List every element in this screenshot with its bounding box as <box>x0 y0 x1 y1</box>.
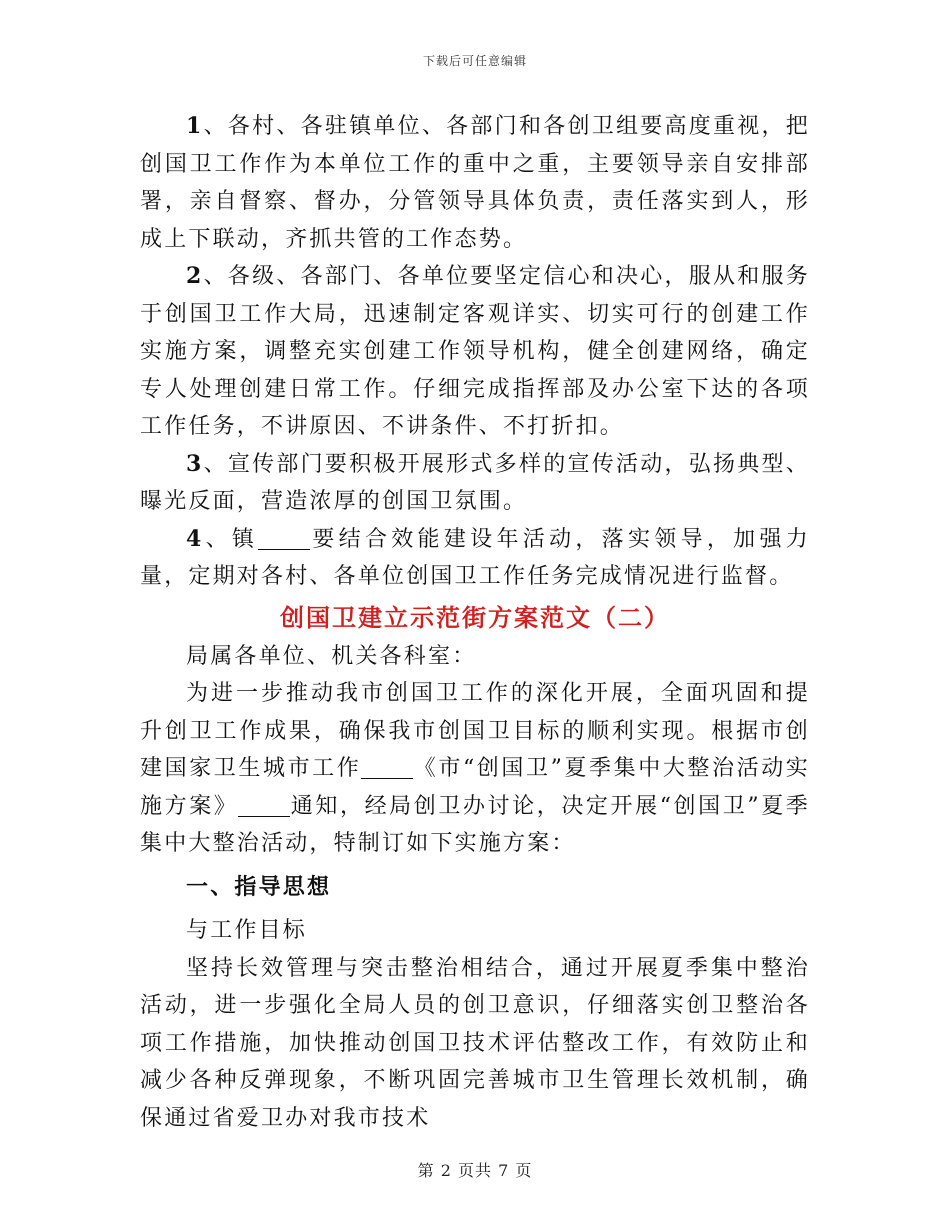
item-number: 3 <box>186 450 204 477</box>
item-text: 、各村、各驻镇单位、各部门和各创卫组要高度重视，把创国卫工作作为本单位工作的重中之重，主要领导亲自安排部署，亲自督察、督办，分管领导具体负责，责任落实到人，形成上下联动，齐抓共管的工作态势。 <box>140 114 810 252</box>
item-text: 、宣传部门要积极开展形式多样的宣传活动，弘扬典型、曝光反面，营造浓厚的创国卫氛围。 <box>140 451 810 514</box>
fill-in-blank <box>238 792 290 817</box>
list-item-1 <box>140 108 810 258</box>
heading-guiding-thought: 一、指导思想 <box>186 873 332 900</box>
item-text-after: 要结合效能建设年活动，落实领导，加强力量，定期对各村、各单位创国卫工作任务完成情况进行监督。 <box>140 526 810 589</box>
intro-paragraph <box>140 675 810 863</box>
header-note: 下载后可任意编辑 <box>422 54 527 68</box>
subheading-work-goal: 与工作目标 <box>186 918 308 943</box>
fill-in-blank <box>258 525 310 550</box>
intro-text-3: 通知，经局创卫办讨论，决定开展“创国卫”夏季集中大整治活动，特制订如下实施方案： <box>140 793 810 856</box>
page-number: 第 2 页共 7 页 <box>417 1161 533 1180</box>
list-item-4 <box>140 521 810 596</box>
item-number: 2 <box>186 263 204 289</box>
item-text-before: 、镇 <box>203 526 259 552</box>
intro-text-2: 《市“创国卫”夏季集中大整治活动实施方案》 <box>140 756 810 819</box>
fill-in-blank <box>361 754 413 779</box>
intro-text-1: 为进一步推动我市创国卫工作的深化开展，全面巩固和提升创卫工作成果，确保我市创国卫目标的顺利实现。根据市创建国家卫生城市工作 <box>140 681 810 781</box>
item-number: 4 <box>186 525 204 552</box>
item-text: 、各级、各部门、各单位要坚定信心和决心，服从和服务于创国卫工作大局，迅速制定客观详实、切实可行的创建工作实施方案，调整充实创建工作领导机构，健全创建网络，确定专人处理创建日常工作。仔细完成指挥部及办公室下达的各项工作任务，不讲原因、不讲条件、不打折扣。 <box>140 264 810 439</box>
list-item-2 <box>140 258 810 446</box>
document-body <box>140 108 810 1137</box>
list-item-3 <box>140 446 810 521</box>
section-title: 创国卫建立示范街方案范文（二） <box>280 602 670 632</box>
salutation: 局属各单位、机关各科室： <box>186 643 477 669</box>
item-number: 1 <box>186 113 204 139</box>
body-paragraph: 坚持长效管理与突击整治相结合，通过开展夏季集中整治活动，进一步强化全局人员的创卫意识，仔细落实创卫整治各项工作措施，加快推动创国卫技术评估整改工作，有效防止和减少各种反弹现象，不断巩固完善城市卫生管理长效机制，确保通过省爱卫办对我市技术 <box>140 955 810 1131</box>
